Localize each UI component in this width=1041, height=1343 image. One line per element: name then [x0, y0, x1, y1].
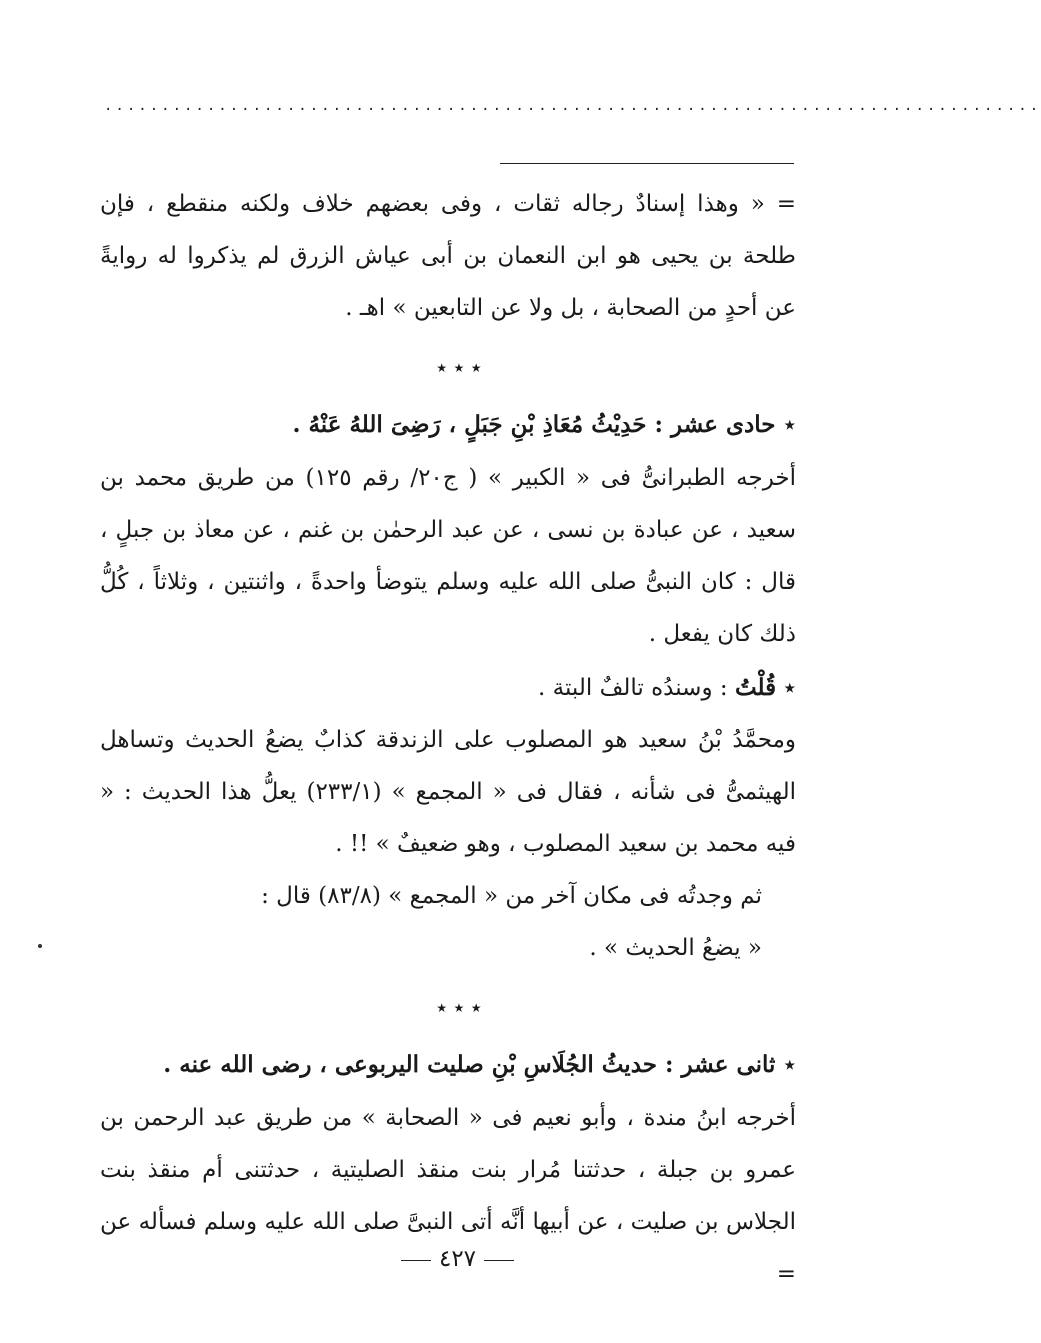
footnote-rule [500, 163, 794, 164]
hadith-12-takhrij: أخرجه ابنُ مندة ، وأبو نعيم فى « الصحابة » من طريق عبد الرحمن بن عمرو بن جبلة ، حدثتنا مُرار بنت منقذ الصليتية ، حدثتنى أم منقذ بنت الجلاس بن صليت ، عن أبيها أنَّه أتى النبىَّ صلى الله عليه وسلم فسأله عن = [100, 1105, 796, 1287]
hadith-11-takhrij: أخرجه الطبرانىُّ فى « الكبير » ( ج٢٠/ رقم ١٢٥) من طريق محمد بن سعيد ، عن عبادة بن نسى ، عن عبد الرحمٰن بن غنم ، عن معاذ بن جبلٍ ، قال : كان النبىُّ صلى الله عليه وسلم يتوضأ واحدةً ، واثنتين ، وثلاثاً ، كُلُّ ذلك كان يفعل . [100, 465, 796, 647]
qultu-note [100, 662, 796, 714]
qultu-text: : وسندُه تالفٌ البتة . [538, 675, 728, 701]
section-heading-11-text: حادى عشر : حَدِيْثُ مُعَاذِ بْنِ جَبَلٍ ، رَضِىَ اللهُ عَنْهُ . [292, 411, 776, 438]
page-body [100, 178, 796, 1300]
section-separator-stars: ٭ ٭ ٭ [436, 355, 482, 379]
page-number: ٤٢٧ [438, 1246, 477, 1272]
footer-dash-left [484, 1260, 514, 1261]
hadith-11-narrator-critique: ومحمَّدُ بْنُ سعيد هو المصلوب على الزندقة كذابٌ يضعُ الحديث وتساهل الهيثمىُّ فى شأنه ، فقال فى « المجمع » (٢٣٣/١) يعلُّ هذا الحديث : « فيه محمد بن سعيد المصلوب ، وهو ضعيفٌ » !! . [100, 727, 796, 857]
scan-speck [38, 944, 42, 948]
heading-star-icon: ٭ [783, 412, 796, 438]
footer-dash-right [401, 1260, 431, 1261]
section-heading-11 [100, 398, 796, 452]
hadith-11-second-reference: ثم وجدتُه فى مكان آخر من « المجمع » (٨٣/٨) قال : [261, 883, 762, 909]
note-star-icon: ٭ [783, 675, 796, 701]
dotted-separator-rule: .................................................................................. [104, 98, 1041, 114]
section-heading-12 [100, 1038, 796, 1092]
qultu-label: قُلْتُ [734, 674, 777, 701]
heading-star-icon: ٭ [783, 1052, 796, 1078]
section-separator-stars: ٭ ٭ ٭ [436, 995, 482, 1019]
hadith-11-quote: « يضعُ الحديث » . [589, 935, 762, 961]
footnote-continuation: = « وهذا إسنادٌ رجاله ثقات ، وفى بعضهم خلاف ولكنه منقطع ، فإن طلحة بن يحيى هو ابن النعمان بن أبى عياش الزرق لم يذكروا له روايةً عن أحدٍ من الصحابة ، بل ولا عن التابعين » اهـ . [100, 191, 796, 321]
section-heading-12-text: ثانى عشر : حديثُ الجُلَاسِ بْنِ صليت اليربوعى ، رضى الله عنه . [163, 1051, 776, 1078]
page-footer [0, 1246, 915, 1272]
